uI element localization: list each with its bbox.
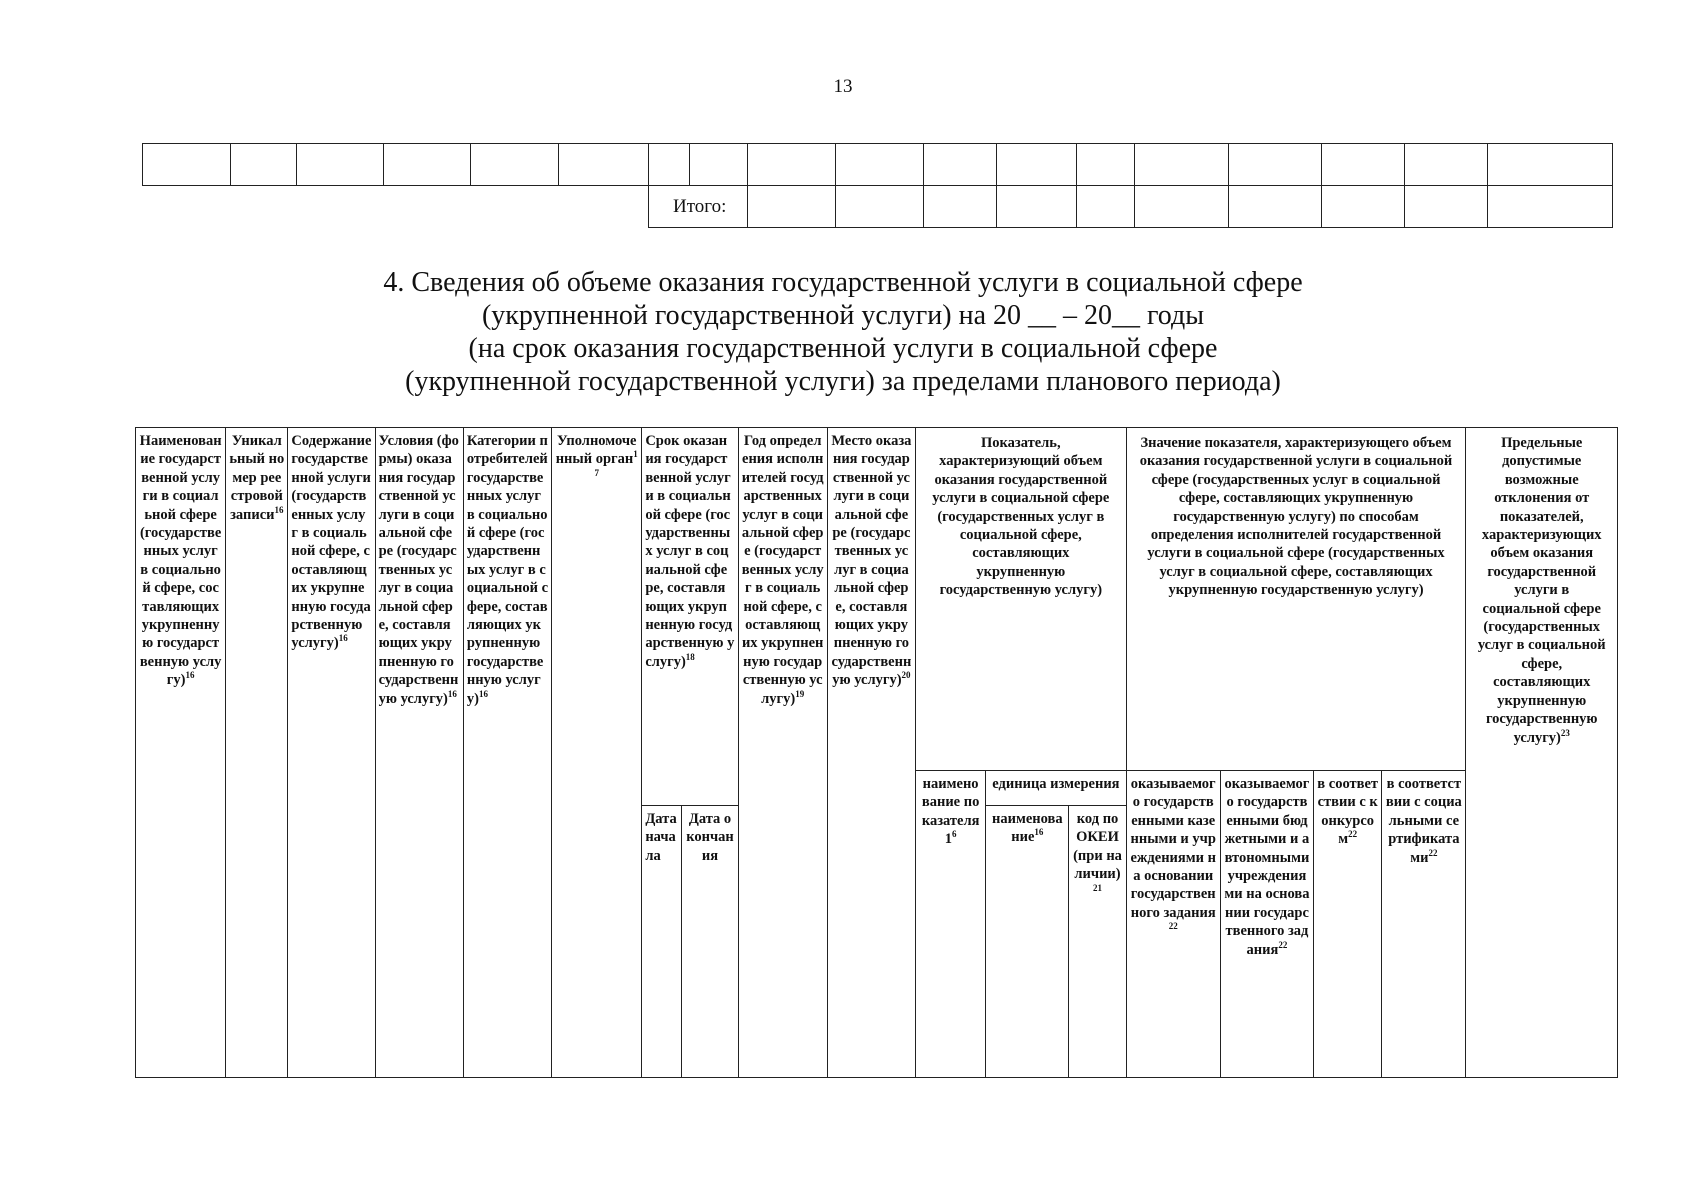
table-cell bbox=[997, 186, 1077, 228]
table-cell bbox=[997, 144, 1077, 186]
total-row bbox=[143, 186, 1613, 228]
table-cell bbox=[924, 144, 997, 186]
header-registry-number: Уникальный номер реестровой записи$^{16}$ bbox=[226, 428, 288, 1078]
heading-line: 4. Сведения об объеме оказания государственной услуги в социальной сфере bbox=[383, 267, 1303, 298]
table-cell bbox=[1322, 144, 1405, 186]
header-unit-name: наименование$^{16}$ bbox=[986, 806, 1069, 1078]
table-row bbox=[143, 144, 1613, 186]
header-budget-autonomous-institutions: оказываемого государственными бюджетными и автономными учреждениями на основании государственного задания$^{22}$ bbox=[1220, 771, 1313, 1078]
table-cell bbox=[690, 144, 748, 186]
table-cell bbox=[1077, 144, 1135, 186]
blank-cell bbox=[143, 186, 649, 228]
page-number: 13 bbox=[833, 76, 853, 97]
table-cell bbox=[471, 144, 559, 186]
header-volume-indicator: Показатель, характеризующий объем оказания государственной услуги в социальной сфере (государственных услуг в социальной сфере, составляющих укрупненную государственную услугу) bbox=[916, 428, 1127, 771]
header-by-contest: в соответствии с конкурсом$^{22}$ bbox=[1314, 771, 1382, 1078]
header-service-content: Содержание государственной услуги (государственных услуг в социальной сфере, составляющих укрупненную государственную услугу)$^{16}$ bbox=[288, 428, 375, 1078]
header-start-date: Дата начала bbox=[642, 806, 682, 1078]
header-service-name: Наименование государственной услуги в социальной сфере (государственных услуг в социальной сфере, составляющих укрупненную государственную услугу)$^{16}$ bbox=[136, 428, 226, 1078]
header-state-treasury-institutions: оказываемого государственными казенными и учреждениями на основании государственного задания$^{22}$ bbox=[1126, 771, 1220, 1078]
header-executor-year: Год определения исполнителей государственных услуг в социальной сфере (государственных услуг в социальной сфере, составляющих укрупненную государственную услугу)$^{19}$ bbox=[738, 428, 827, 1078]
header-authorized-body: Уполномоченный орган$^{17}$ bbox=[552, 428, 642, 1078]
table-cell bbox=[1322, 186, 1405, 228]
total-label: Итого: bbox=[649, 186, 748, 228]
table-cell bbox=[1405, 144, 1488, 186]
table-cell bbox=[1488, 186, 1613, 228]
header-service-term: Срок оказания государственной услуги в социальной сфере (государственных услуг в социальной сфере, составляющих укрупненную государственную услугу)$^{18}$ bbox=[642, 428, 738, 806]
table-cell bbox=[143, 144, 231, 186]
table-cell bbox=[836, 144, 924, 186]
table-cell bbox=[1135, 144, 1229, 186]
table-cell bbox=[559, 144, 649, 186]
section-heading bbox=[0, 266, 1686, 398]
table-cell bbox=[1135, 186, 1229, 228]
table-cell bbox=[748, 144, 836, 186]
volume-indicators-table bbox=[135, 427, 1618, 1078]
previous-section-table bbox=[142, 143, 1613, 228]
header-indicator-name: наименование $показателя1^6$ bbox=[916, 771, 986, 1078]
header-by-social-certificates: в соответствии с социальными сертификатами$^{22}$ bbox=[1382, 771, 1466, 1078]
header-end-date: Дата окончания bbox=[682, 806, 738, 1078]
table-cell bbox=[231, 144, 297, 186]
header-okei-code: код по ОКЕИ (при наличии)$^{21}$ bbox=[1069, 806, 1126, 1078]
table-cell bbox=[1488, 144, 1613, 186]
table-cell bbox=[384, 144, 471, 186]
header-row bbox=[136, 428, 1618, 771]
table-cell bbox=[649, 144, 690, 186]
header-consumer-categories: Категории потребителей государственных услуг в социальной сфере (государственных услуг в социальной сфере, составляющих укрупненную государственную услугу)$^{16}$ bbox=[463, 428, 551, 1078]
header-allowed-deviations: Предельные допустимые возможные отклонения от показателей, характеризующих объем оказания государственной услуги в социальной сфере (государственных услуг в социальной сфере, составляющих укрупненную государственную услугу)$^{23}$ bbox=[1466, 428, 1618, 1078]
header-unit: единица измерения bbox=[986, 771, 1126, 806]
heading-line: (укрупненной государственной услуги) за пределами планового периода) bbox=[405, 366, 1281, 397]
table-cell bbox=[1229, 186, 1322, 228]
heading-line: (на срок оказания государственной услуги в социальной сфере bbox=[468, 333, 1218, 364]
heading-line: (укрупненной государственной услуги) на 20 __ – 20__ годы bbox=[481, 300, 1205, 331]
table-cell bbox=[1405, 186, 1488, 228]
table-cell bbox=[1077, 186, 1135, 228]
table-cell bbox=[836, 186, 924, 228]
table-cell bbox=[924, 186, 997, 228]
header-indicator-value: Значение показателя, характеризующего объем оказания государственной услуги в социальной сфере (государственных услуг в социальной сфере, составляющих укрупненную государственную услугу) по способам определения исполнителей государственной услуги в социальной сфере (государственных услуг в социальной сфере, составляющих укрупненную государственную услугу) bbox=[1126, 428, 1466, 771]
header-service-conditions: Условия (формы) оказания государственной услуги в социальной сфере (государственных услуг в социальной сфере, составляющих укрупненную государственную услугу)$^{16}$ bbox=[375, 428, 463, 1078]
header-service-place: Место оказания государственной услуги в социальной сфере (государственных услуг в социальной сфере, составляющих укрупненную государственную услугу)$^{20}$ bbox=[827, 428, 915, 1078]
table-cell bbox=[1229, 144, 1322, 186]
table-cell bbox=[748, 186, 836, 228]
table-cell bbox=[297, 144, 384, 186]
